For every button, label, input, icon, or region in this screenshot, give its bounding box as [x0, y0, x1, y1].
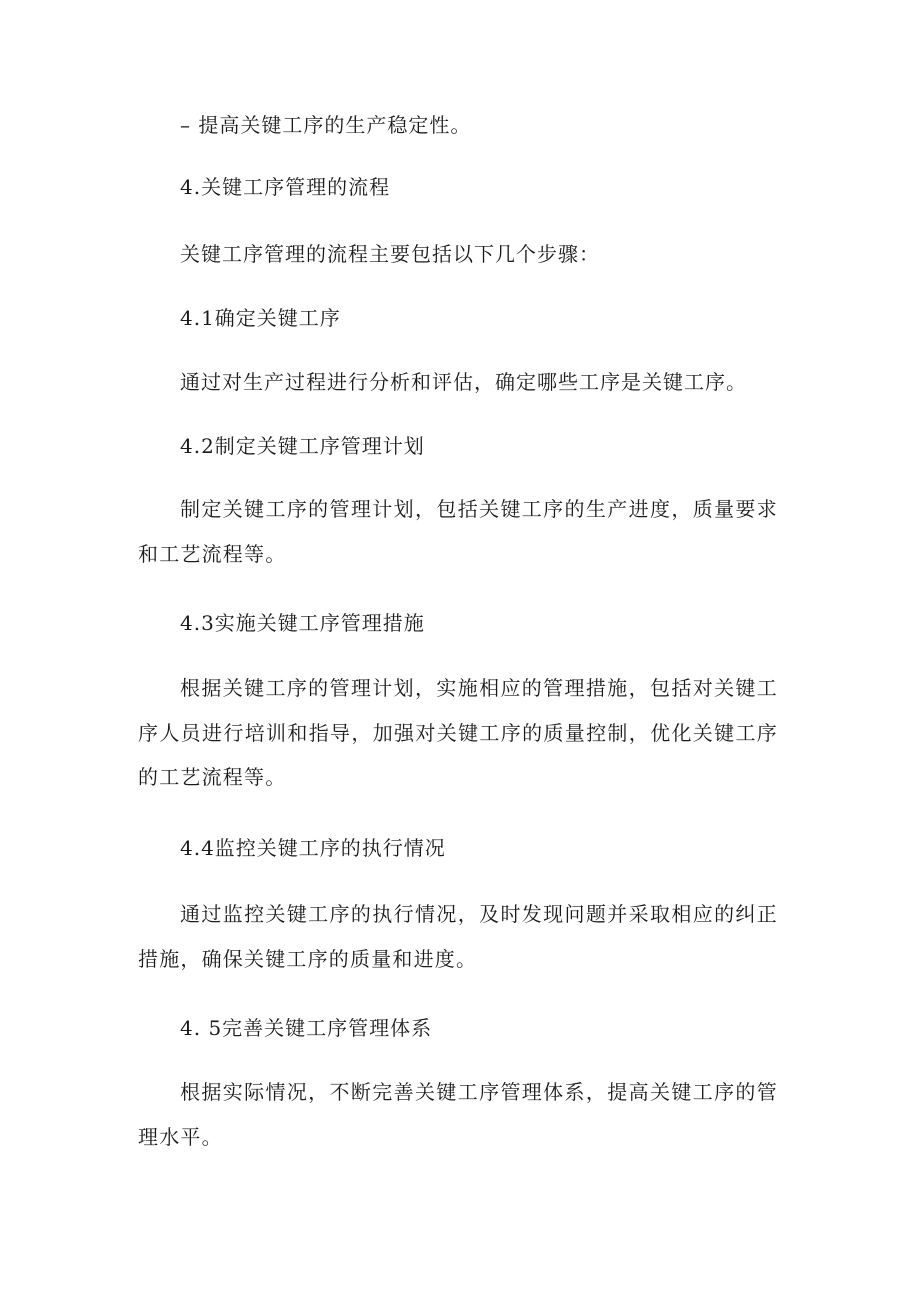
bullet-item: – 提高关键工序的生产稳定性。: [180, 113, 472, 137]
step-body-3: 根据关键工序的管理计划，实施相应的管理措施，包括对关键工序人员进行培训和指导，加强对关键工序的质量控制，优化关键工序的工艺流程等。: [138, 676, 778, 789]
step-body-4: 通过监控关键工序的执行情况，及时发现问题并采取相应的纠正措施，确保关键工序的质量和进度。: [138, 902, 778, 971]
step-heading-3: 4.3实施关键工序管理措施: [180, 611, 425, 635]
section-heading: 4.关键工序管理的流程: [180, 175, 391, 199]
intro-paragraph: 关键工序管理的流程主要包括以下几个步骤：: [180, 242, 600, 266]
step-heading-4: 4.4监控关键工序的执行情况: [180, 836, 446, 860]
step-body-5: 根据实际情况，不断完善关键工序管理体系，提高关键工序的管理水平。: [138, 1080, 778, 1149]
step-heading-5: 4. 5完善关键工序管理体系: [180, 1016, 433, 1040]
step-heading-2: 4.2制定关键工序管理计划: [180, 434, 425, 458]
step-body-2: 制定关键工序的管理计划，包括关键工序的生产进度，质量要求和工艺流程等。: [138, 497, 778, 566]
step-body-1: 通过对生产过程进行分析和评估，确定哪些工序是关键工序。: [180, 370, 747, 394]
step-heading-1: 4.1确定关键工序: [180, 306, 341, 330]
